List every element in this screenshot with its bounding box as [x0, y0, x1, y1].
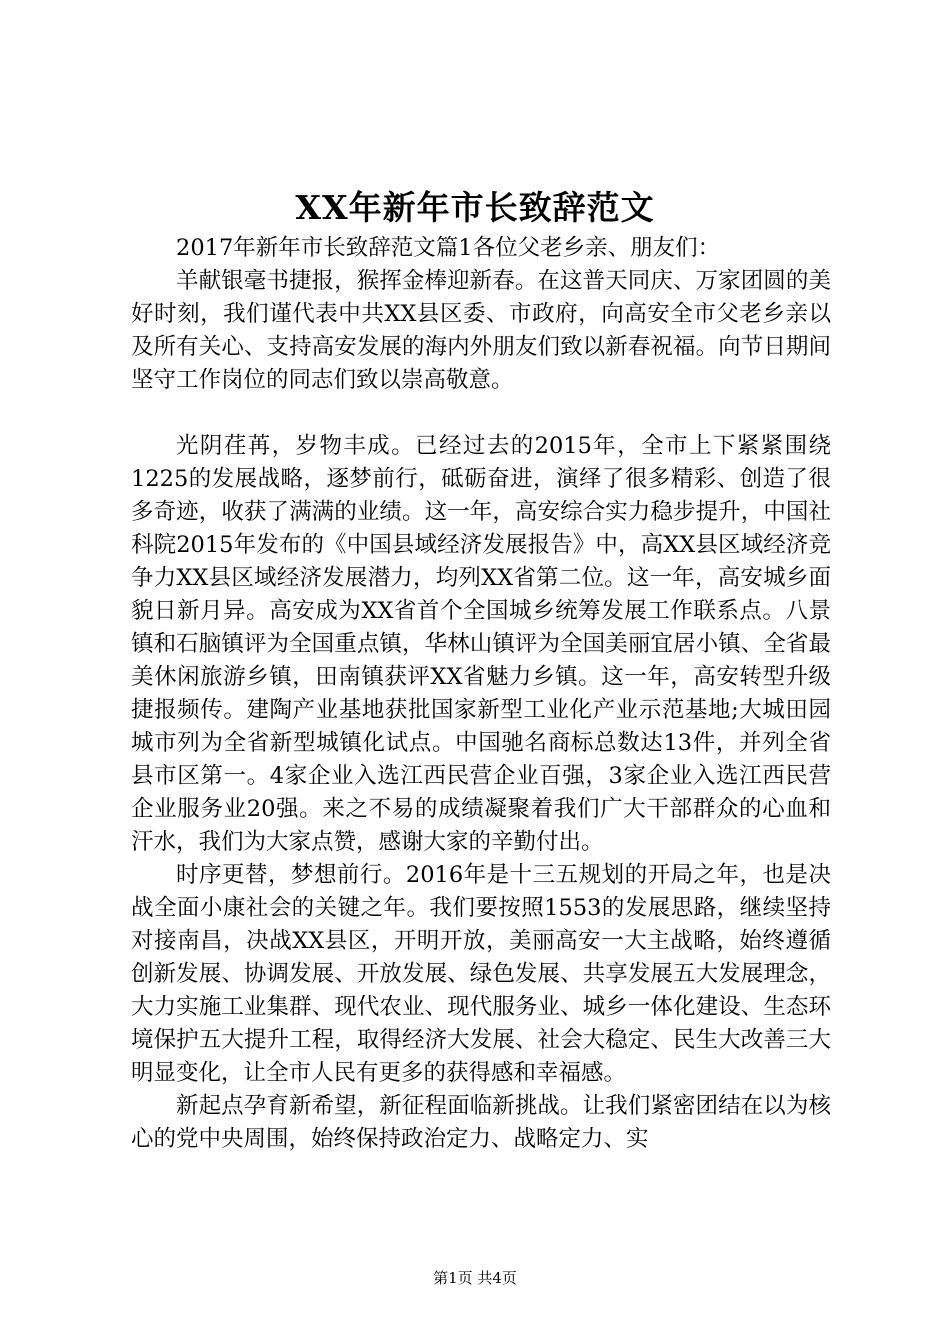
paragraph-new-year-wishes: 羊献银毫书捷报，猴挥金棒迎新春。在这普天同庆、万家团圆的美好时刻，我们谨代表中共XX县区委、市政府，向高安全市父老乡亲以及所有关心、支持高安发展的海内外朋友们致以新春祝福。向节日期间坚守工作岗位的同志们致以崇高敬意。: [131, 268, 831, 393]
page-footer: 第1页 共4页: [433, 1269, 517, 1287]
paragraph-plan-2016: 时序更替，梦想前行。2016年是十三五规划的开局之年，也是决战全面小康社会的关键之年。我们要按照1553的发展思路，继续坚持对接南昌，决战XX县区，开明开放，美丽高安一大主战略，始终遵循创新发展、协调发展、开放发展、绿色发展、共享发展五大发展理念，大力实施工业集群、现代农业、现代服务业、城乡一体化建设、生态环境保护五大提升工程，取得经济大发展、社会大稳定、民生大改善三大明显变化，让全市人民有更多的获得感和幸福感。: [131, 862, 831, 1086]
paragraph-review-2015: 光阴荏苒，岁物丰成。已经过去的2015年，全市上下紧紧围绕1225的发展战略，逐梦前行，砥砺奋进，演绎了很多精彩、创造了很多奇迹，收获了满满的业绩。这一年，高安综合实力稳步提升，中国社科院2015年发布的《中国县域经济发展报告》中，高XX县区域经济竞争力XX县区域经济发展潜力，均列XX省第二位。这一年，高安城乡面貌日新月异。高安成为XX省首个全国城乡统筹发展工作联系点。八景镇和石脑镇评为全国重点镇，华林山镇评为全国美丽宜居小镇、全省最美休闲旅游乡镇，田南镇获评XX省魅力乡镇。这一年，高安转型升级捷报频传。建陶产业基地获批国家新型工业化产业示范基地;大城田园城市列为全省新型城镇化试点。中国驰名商标总数达13件，并列全省县市区第一。4家企业入选江西民营企业百强，3家企业入选江西民营企业服务业20强。来之不易的成绩凝聚着我们广大干部群众的心血和汗水，我们为大家点赞，感谢大家的辛勤付出。: [131, 433, 831, 855]
paragraph-new-journey: 新起点孕育新希望，新征程面临新挑战。让我们紧密团结在以为核心的党中央周围，始终保持政治定力、战略定力、实: [131, 1093, 831, 1152]
paragraph-greeting: 2017年新年市长致辞范文篇1各位父老乡亲、朋友们：: [176, 235, 721, 261]
document-body: [131, 232, 831, 1156]
document-title: XX年新年市长致辞范文: [295, 188, 655, 227]
